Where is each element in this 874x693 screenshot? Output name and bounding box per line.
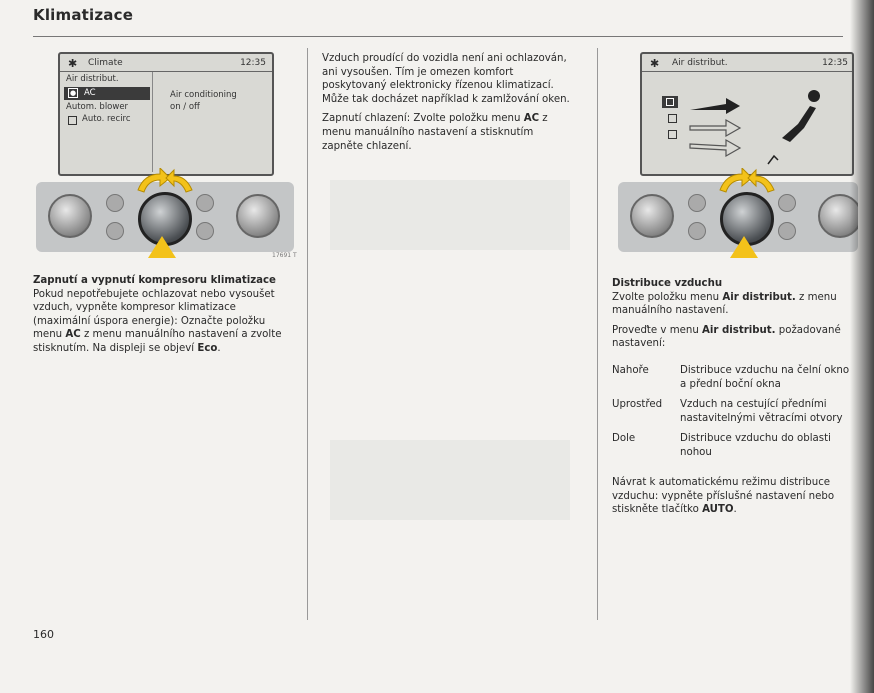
info-line-1: Air conditioning	[170, 90, 237, 100]
display-divider	[642, 71, 852, 72]
panel-button[interactable]	[106, 222, 124, 240]
info-line-2: on / off	[170, 102, 200, 112]
bleed-through-area	[330, 180, 570, 250]
air-distribution-display	[640, 52, 854, 176]
press-arrow-icon	[730, 236, 758, 258]
auto-return-paragraph: Návrat k automatickému režimu distribuce vzduchu: vypněte příslušné nastavení nebo stiskněte tlačítko AUTO.	[612, 477, 835, 516]
row-description: Distribuce vzduchu do oblasti nohou	[680, 433, 831, 458]
display-title: Air distribut.	[672, 58, 728, 68]
figure-caption: 17691 T	[272, 252, 297, 259]
rotate-arrows-icon	[712, 168, 782, 194]
table-row	[612, 432, 850, 459]
display-menu-divider	[152, 72, 153, 172]
right-knob[interactable]	[236, 194, 280, 238]
left-knob[interactable]	[630, 194, 674, 238]
option-bottom-checkbox[interactable]	[668, 130, 677, 139]
row-description: Vzduch na cestující předními nastavitelnými větracími otvory	[680, 399, 843, 424]
row-description: Distribuce vzduchu na čelní okno a přední boční okna	[680, 365, 850, 390]
column-1	[33, 274, 295, 362]
menu-item-autom-blower[interactable]: Autom. blower	[66, 102, 129, 112]
column-2	[322, 52, 572, 159]
air-distribution-intro: Zvolte položku menu Air distribut. z menu manuálního nastavení.	[612, 291, 837, 317]
air-distribution-setting: Proveďte v menu Air distribut. požadované nastavení:	[612, 324, 841, 350]
panel-button[interactable]	[778, 222, 796, 240]
row-term: Nahoře	[612, 365, 649, 376]
climate-display-1	[58, 52, 274, 176]
checkbox-checked-icon	[666, 98, 674, 106]
page-title: Klimatizace	[33, 6, 134, 24]
air-flow-arrows-icon	[686, 84, 836, 168]
display-time: 12:35	[822, 58, 848, 68]
column-divider-2	[597, 48, 598, 620]
panel-button[interactable]	[778, 194, 796, 212]
display-divider	[60, 71, 272, 72]
page-number: 160	[33, 628, 54, 641]
option-middle-checkbox[interactable]	[668, 114, 677, 123]
display-title: Climate	[88, 58, 123, 68]
panel-button[interactable]	[688, 194, 706, 212]
rotate-arrows-icon	[130, 168, 200, 194]
row-term: Uprostřed	[612, 399, 663, 411]
table-row	[612, 364, 850, 391]
section-heading-compressor: Zapnutí a vypnutí kompresoru klimatizace	[33, 275, 276, 286]
panel-button[interactable]	[196, 222, 214, 240]
panel-button[interactable]	[106, 194, 124, 212]
row-term: Dole	[612, 433, 636, 445]
column-3	[612, 277, 850, 357]
checkbox-empty-icon	[68, 116, 77, 125]
left-knob[interactable]	[48, 194, 92, 238]
option-top-selected[interactable]	[662, 96, 678, 108]
menu-item-auto-recirc[interactable]: Auto. recirc	[82, 114, 131, 124]
section-heading-air-distribution: Distribuce vzduchu	[612, 278, 723, 289]
menu-item-ac[interactable]	[64, 87, 150, 100]
fan-icon: ✱	[650, 57, 660, 70]
bleed-through-area	[330, 440, 570, 520]
page-edge-shadow	[850, 0, 874, 693]
auto-return-paragraph-block	[612, 476, 850, 523]
press-arrow-icon	[148, 236, 176, 258]
menu-item-ac-label: AC	[84, 88, 96, 98]
air-distribution-table	[612, 364, 850, 467]
compressor-paragraph: Pokud nepotřebujete ochlazovat nebo vysoušet vzduch, vypněte kompresor klimatizace (maximální úspora energie): Označte položku menu AC z menu manuálního nastavení a zvolte stisknutím. Na displeji se objeví Eco.	[33, 288, 282, 354]
panel-button[interactable]	[196, 194, 214, 212]
cooling-on-paragraph: Zapnutí chlazení: Zvolte položku menu AC z menu manuálního nastavení a stisknutím zapněte chlazení.	[322, 113, 548, 152]
header-rule	[33, 36, 843, 37]
column-divider-1	[307, 48, 308, 620]
effect-paragraph: Vzduch proudící do vozidla není ani ochlazován, ani vysoušen. Tím je omezen komfort poskytovaný elektronicky řízenou klimatizací. Může tak docházet například k zamlžování oken.	[322, 53, 570, 105]
panel-button[interactable]	[688, 222, 706, 240]
table-row	[612, 398, 850, 425]
display-time: 12:35	[240, 58, 266, 68]
fan-icon: ✱	[68, 57, 78, 70]
checkbox-checked-icon: ●	[69, 89, 77, 97]
menu-item-air-distribut[interactable]: Air distribut.	[66, 74, 119, 84]
